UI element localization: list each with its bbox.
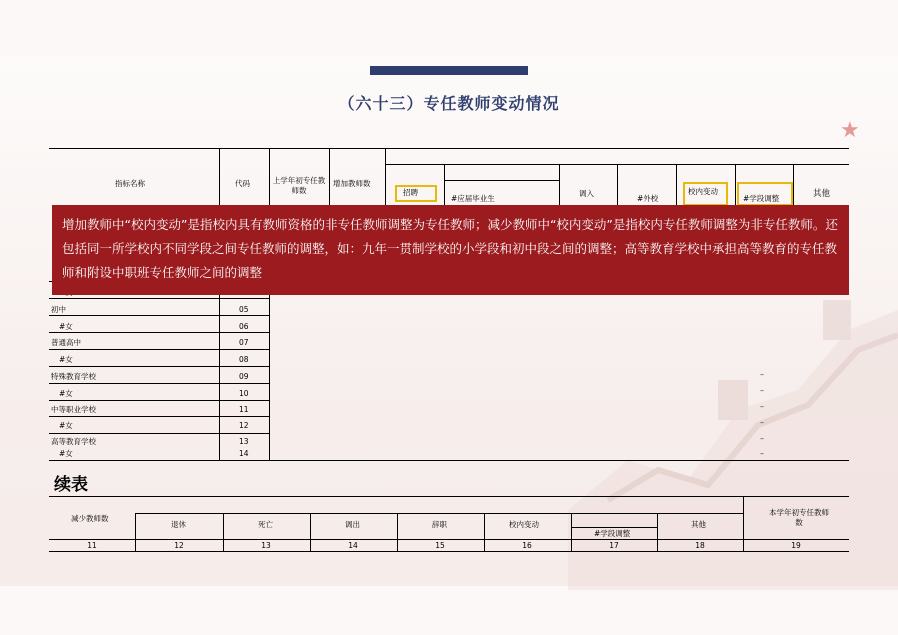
header-transfer-in: 调入 — [579, 189, 594, 198]
empty-cell-dash: – — [760, 386, 764, 395]
row-code: 12 — [239, 421, 249, 430]
empty-cell-dash: – — [760, 449, 764, 458]
explanation-text: 增加教师中“校内变动”是指校内具有教师资格的非专任教师调整为专任教师；减少教师中“校内变动”是指校内专任教师调整为非专任教师。还包括同一所学校内不同学段之间专任教师的调整，如：九年一贯制学校的小学段和初中段之间的调整；高等教育学校中承担高等教育的专任教师和附设中职班专任教师之间的调整 — [62, 217, 838, 280]
row-name: #女 — [59, 355, 73, 364]
row-code: 09 — [239, 372, 249, 381]
row-code: 07 — [239, 338, 249, 347]
header-prev-year: 上学年初专任教师数 — [272, 176, 326, 195]
highlight-recruit — [395, 185, 437, 202]
star-icon: ★ — [840, 118, 860, 143]
row-name: #女 — [59, 389, 73, 398]
row-code: 05 — [239, 305, 249, 314]
continued-table — [49, 496, 849, 551]
row-name: 普通高中 — [51, 338, 81, 347]
header-other: 其他 — [691, 520, 706, 529]
title-accent-bar — [370, 66, 528, 75]
empty-cell-dash: – — [760, 402, 764, 411]
column-number: 18 — [695, 541, 705, 550]
header-section-adjust: #学段调整 — [594, 529, 631, 538]
header-current-year: 本学年初专任教师数 — [769, 508, 829, 527]
row-name: #女 — [59, 322, 73, 331]
empty-cell-dash: – — [760, 370, 764, 379]
row-code: 10 — [239, 389, 249, 398]
header-recruit-grads: #应届毕业生 — [451, 194, 495, 203]
header-decrease-total: 减少教师数 — [71, 514, 109, 523]
column-number: 11 — [87, 541, 97, 550]
highlight-in-school-change — [683, 182, 728, 206]
column-number: 14 — [348, 541, 358, 550]
row-name: #女 — [59, 449, 73, 458]
header-resign: 辞职 — [432, 520, 447, 529]
row-name: 中等职业学校 — [51, 405, 96, 414]
header-transfer-out: 调出 — [345, 520, 360, 529]
header-code: 代码 — [235, 179, 250, 188]
empty-cell-dash: – — [760, 434, 764, 443]
header-retire: 退休 — [171, 520, 186, 529]
header-increase-total: 增加教师数 — [333, 179, 371, 188]
page-title: （六十三）专任教师变动情况 — [338, 94, 560, 113]
column-number: 12 — [174, 541, 184, 550]
row-code: 14 — [239, 449, 249, 458]
column-number: 15 — [435, 541, 445, 550]
row-name: 高等教育学校 — [51, 437, 96, 446]
empty-cell-dash: – — [760, 418, 764, 427]
highlight-section-adjust — [737, 182, 793, 206]
header-indicator-name: 指标名称 — [115, 179, 145, 188]
row-name: #女 — [59, 421, 73, 430]
continued-title: 续表 — [54, 475, 88, 495]
row-name: 特殊教育学校 — [51, 372, 96, 381]
header-recruit: 招聘 — [403, 188, 418, 197]
column-number: 19 — [791, 541, 801, 550]
header-in-school-change: 校内变动 — [509, 520, 539, 529]
row-code: 11 — [239, 405, 249, 414]
header-death: 死亡 — [258, 520, 273, 529]
header-other-school: #外校 — [637, 194, 659, 203]
column-number: 13 — [261, 541, 271, 550]
explanation-banner — [52, 205, 849, 295]
header-section-adjust: #学段调整 — [743, 194, 780, 203]
row-code: 06 — [239, 322, 249, 331]
row-code: 08 — [239, 355, 249, 364]
header-other: 其他 — [813, 189, 831, 199]
header-in-school-change: 校内变动 — [688, 187, 718, 196]
column-number: 16 — [522, 541, 532, 550]
main-table — [49, 148, 849, 461]
row-name: 初中 — [51, 305, 66, 314]
column-number: 17 — [609, 541, 619, 550]
row-code: 13 — [239, 437, 249, 446]
